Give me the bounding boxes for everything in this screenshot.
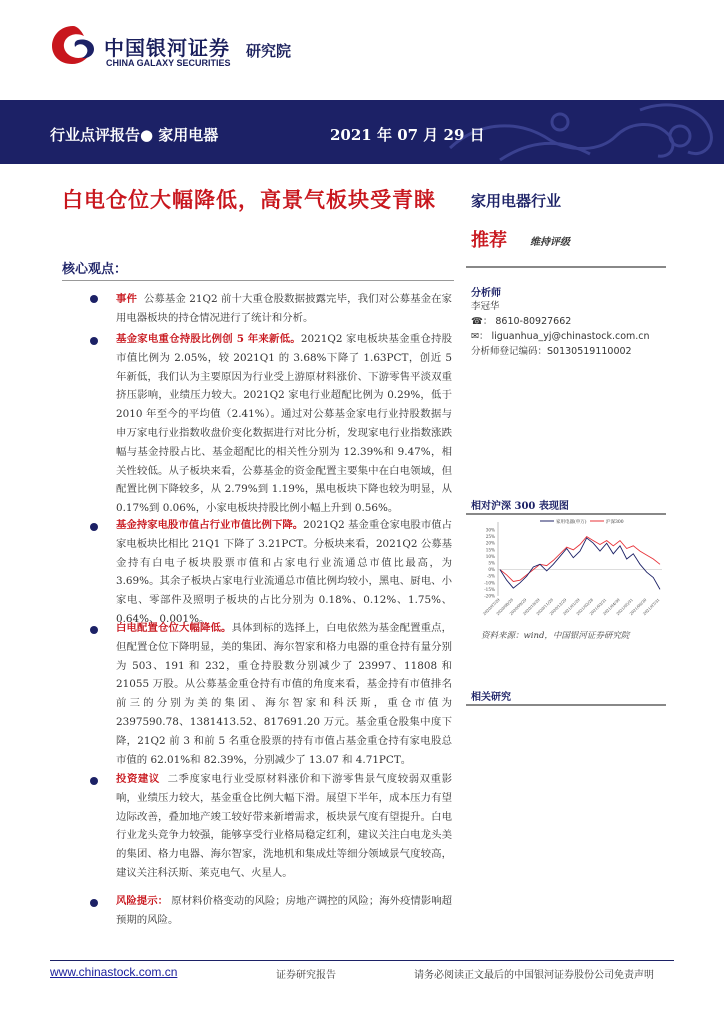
x-tick-label: 2020/12/29 (548, 597, 568, 617)
para-text: 公募基金 21Q2 前十大重仓股数据披露完毕，我们对公募基金在家用电器板块的持仓情况进行了统计和分析。 (116, 293, 453, 324)
y-tick-label: 25% (485, 534, 495, 540)
legend-entry: 沪深300 (606, 520, 624, 525)
footer-divider (50, 960, 674, 961)
x-tick-label: 2020/07/29 (481, 597, 501, 617)
para-text: 2021Q2 基金重仓家电股市值占家电板块比相比 21Q1 下降了 3.21PCT。分板块来看，2021Q2 公募基金持有白电子板块股票市值和占家电行业流通总市值比最高，为 3.69%。其余子板块占家电行业流通总市值比例均较小，黑电、厨电、小家电、零部件及照明子板块的占比分别为 0.18%、0.12%、1.75%、0.64%、0.001%。 (116, 519, 453, 625)
chart-title: 相对沪深 300 表现图 (471, 501, 569, 512)
para-lead: 事件 (116, 293, 138, 305)
x-tick-label: 2021/05/31 (615, 597, 635, 617)
footer-website-link[interactable]: www.chinastock.com.cn (50, 965, 178, 979)
report-type: 行业点评报告● 家用电器 (50, 126, 219, 144)
para-lead: 基金家电重仓持股比例创 5 年来新低。 (116, 333, 301, 345)
y-tick-label: 0% (488, 567, 495, 573)
x-tick-label: 2020/08/29 (495, 597, 515, 617)
y-tick-label: 30% (485, 527, 495, 533)
galaxy-logo-icon (48, 22, 98, 68)
bullet-icon (90, 523, 98, 531)
bullet-icon (90, 337, 98, 345)
x-tick-label: 2021/02/28 (575, 597, 595, 617)
bullet-icon (90, 777, 98, 785)
analyst-registration: 分析师登记编码：S0130519110002 (471, 346, 632, 357)
x-tick-label: 2020/09/29 (508, 597, 528, 617)
y-tick-label: -20% (484, 593, 495, 599)
bullet-icon (90, 626, 98, 634)
para-text: 原材料价格变动的风险；房地产调控的风险；海外疫情影响超预期的风险。 (116, 895, 452, 926)
paragraph-event (116, 290, 452, 328)
series-line-appliance (500, 538, 660, 590)
chart-source: 资料来源：wind，中国银河证券研究院 (481, 631, 630, 641)
y-tick-label: -5% (486, 573, 495, 579)
analyst-name: 李冠华 (471, 301, 500, 312)
y-tick-label: -15% (484, 586, 495, 592)
divider (466, 266, 666, 268)
paragraph-investment (116, 770, 452, 883)
x-tick-label: 2021/07/31 (641, 597, 661, 617)
industry-name: 家用电器行业 (471, 192, 562, 210)
analyst-email[interactable]: ✉： liguanhua_yj@chinastock.com.cn (471, 331, 650, 342)
report-date: 2021 年 07 月 29 日 (330, 126, 485, 144)
paragraph-white-goods (116, 619, 452, 769)
bullet-icon (90, 899, 98, 907)
paragraph-market-cap (116, 516, 452, 629)
x-tick-label: 2021/03/31 (588, 597, 608, 617)
y-tick-label: 15% (485, 547, 495, 553)
y-tick-label: 5% (488, 560, 495, 566)
related-research-heading: 相关研究 (471, 692, 511, 703)
bullet-icon (90, 295, 98, 303)
para-text: 具体到标的选择上，白电依然为基金配置重点，但配置仓位下降明显，美的集团、海尔智家和格力电器的重仓持有量分别为 503、191 和 232，重仓持股数分别减少了 23997、11808 和 21055 万股。从公募基金重仓持有市值的角度来看，基金持有市值排名前三的分别为美的集团、海尔智家和科沃斯，重仓市值为 2397590.78、1381413.52、817691.20 万元。基金重仓股集中度下降，21Q2 前 3 和前 5 名重仓股票的持有市值占基金重仓持有家电股总市值的 62.01%和 82.39%，分别减少了 13.07 和 4.71PCT。 (116, 622, 453, 766)
para-lead: 风险提示： (116, 895, 168, 907)
para-lead: 基金持家电股市值占行业市值比例下降。 (116, 519, 304, 531)
rating: 推荐 (471, 230, 507, 251)
brand-name-en: CHINA GALAXY SECURITIES (106, 58, 231, 68)
para-lead: 投资建议 (116, 773, 160, 785)
core-views-heading: 核心观点： (62, 262, 128, 277)
y-tick-label: 10% (485, 553, 495, 559)
y-tick-label: -10% (484, 580, 495, 586)
x-tick-label: 2021/04/30 (601, 597, 621, 617)
y-tick-label: 20% (485, 540, 495, 546)
series-line-hs300 (500, 537, 660, 582)
legend-entry: 家用电器(申万) (556, 520, 587, 525)
relative-performance-chart (474, 518, 670, 622)
x-tick-label: 2021/06/30 (628, 597, 648, 617)
footer-disclaimer: 请务必阅读正文最后的中国银河证券股份公司免责声明 (414, 970, 654, 981)
divider (466, 513, 666, 515)
x-tick-label: 2020/11/29 (535, 597, 555, 617)
footer-label: 证券研究报告 (276, 970, 336, 981)
analyst-phone: ☎： 8610-80927662 (471, 316, 572, 327)
divider (62, 280, 454, 281)
x-tick-label: 2020/10/29 (521, 597, 541, 617)
report-title: 白电仓位大幅降低，高景气板块受青睐 (62, 187, 436, 212)
analyst-label: 分析师 (471, 288, 501, 299)
paragraph-fund-ratio (116, 330, 452, 518)
rating-note: 维持评级 (530, 237, 570, 248)
para-text: 2021Q2 家电板块基金重仓持股市值比例为 2.05%，较 2021Q1 的 3.68%下降了 1.63PCT，创近 5 年新低，我们认为主要原因为行业受上游原材料涨价、下游零售平淡双重挤压影响，业绩压力较大。2021Q2 家电行业超配比例为 0.29%，低于 2010 年至今的平均值（2.41%）。通过对公募基金家电行业持股数据与申万家电行业指数收盘价变化数据进行对比分析，发现家电行业指数涨跌幅与基金持股占比、基金超配比的相关性分别为 12.39%和 9.47%，相关性较低。从子板块来看，公募基金的资金配置主要集中在白电领域，但配置比例下降较多，从 2.79%到 1.19%，黑电板块下降也较为明显，从 0.17%到 0.06%，小家电板块持股比例小幅上升到 0.56%。 (116, 333, 453, 515)
para-lead: 白电配置仓位大幅降低。 (116, 622, 232, 634)
brand-name-cn: 中国银河证券 (104, 36, 230, 60)
divider (466, 704, 666, 706)
paragraph-risk (116, 892, 452, 930)
brand-department: 研究院 (246, 42, 292, 60)
para-text: 二季度家电行业受原材料涨价和下游零售景气度较弱双重影响，业绩压力较大，基金重仓比例大幅下滑。展望下半年，成本压力有望边际改善，叠加地产竣工较好带来新增需求，板块景气度有望提升。白电行业龙头竞争力较强，能够享受行业格局稳定红利，建议关注白电龙头美的集团、格力电器、海尔智家，洗地机和集成灶等细分领域景气度较高，建议关注科沃斯、莱克电气、火星人。 (116, 773, 452, 879)
x-tick-label: 2021/01/29 (561, 597, 581, 617)
